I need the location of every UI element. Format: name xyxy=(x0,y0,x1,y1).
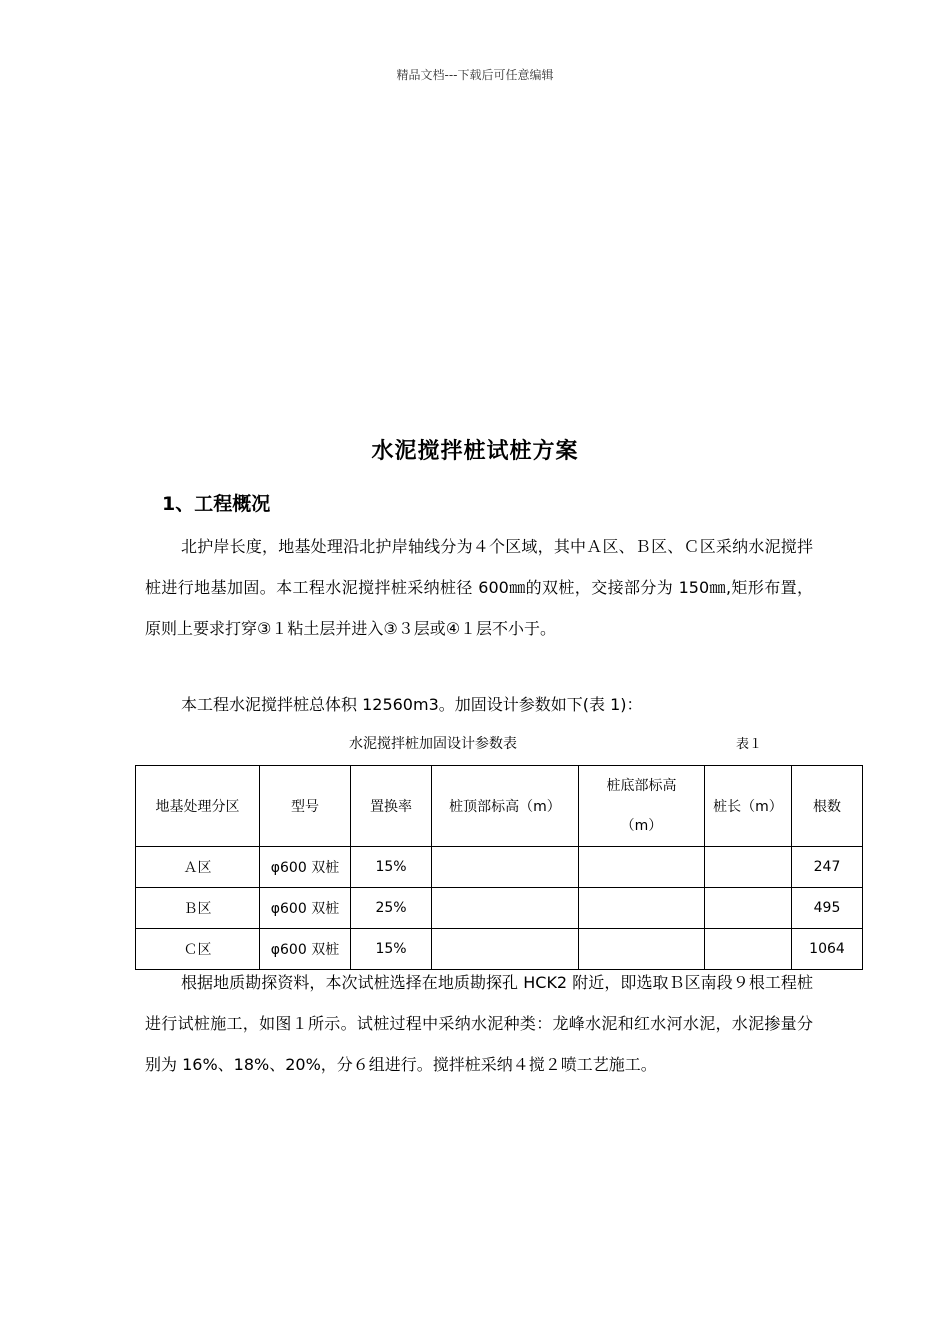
table-cell: Ｂ区 xyxy=(136,888,260,929)
header-cell: 桩顶部标高（m） xyxy=(432,766,579,847)
header-cell: 型号 xyxy=(260,766,351,847)
paragraph-volume: 本工程水泥搅拌桩总体积 12560m3。加固设计参数如下(表 1)： xyxy=(181,695,643,714)
table-cell: φ600 双桩 xyxy=(260,888,351,929)
section-heading: 1、工程概况 xyxy=(162,493,271,515)
table-row xyxy=(136,888,863,929)
paragraph-trial: 根据地质勘探资料，本次试桩选择在地质勘探孔 HCK2 附近，即选取Ｂ区南段９根工程桩进行试桩施工，如图１所示。试桩过程中采纳水泥种类：龙峰水泥和红水河水泥，水泥掺量分别为 16%、18%、20%，分６组进行。搅拌桩采纳４搅２喷工艺施工。 xyxy=(145,973,813,1074)
table-caption: 水泥搅拌桩加固设计参数表 xyxy=(349,736,517,752)
header-cell: 置换率 xyxy=(351,766,432,847)
header-cell: 地基处理分区 xyxy=(136,766,260,847)
table-cell: Ｃ区 xyxy=(136,929,260,970)
header-cell xyxy=(579,766,705,847)
header-cell: 桩长（m） xyxy=(705,766,792,847)
table-cell xyxy=(705,847,792,888)
table-cell: φ600 双桩 xyxy=(260,929,351,970)
table-cell: 247 xyxy=(792,847,863,888)
table-cell: Ａ区 xyxy=(136,847,260,888)
header-cell: 根数 xyxy=(792,766,863,847)
table-cell: 15% xyxy=(351,847,432,888)
table-cell xyxy=(432,847,579,888)
table-cell: 1064 xyxy=(792,929,863,970)
table-cell xyxy=(705,888,792,929)
table-header-row xyxy=(136,766,863,847)
table-label: 表１ xyxy=(736,737,763,752)
table-cell: φ600 双桩 xyxy=(260,847,351,888)
table-row xyxy=(136,847,863,888)
table-cell: 25% xyxy=(351,888,432,929)
page-header: 精品文档---下载后可任意编辑 xyxy=(396,68,554,82)
header-cell-line: 桩底部标高 xyxy=(606,778,677,794)
paragraph-overview: 北护岸长度，地基处理沿北护岸轴线分为４个区域，其中Ａ区、Ｂ区、Ｃ区采纳水泥搅拌桩进行地基加固。本工程水泥搅拌桩采纳桩径 600㎜的双桩，交接部分为 150㎜,矩形布置，原则上要求打穿③１粘土层并进入③３层或④１层不小于。 xyxy=(145,537,813,638)
table-cell xyxy=(432,888,579,929)
table-cell xyxy=(579,847,705,888)
document-title: 水泥搅拌桩试桩方案 xyxy=(371,439,579,464)
header-cell-line: （m） xyxy=(620,818,663,834)
table-cell: 495 xyxy=(792,888,863,929)
table-cell xyxy=(579,888,705,929)
design-parameter-table xyxy=(135,765,863,970)
table-cell: 15% xyxy=(351,929,432,970)
